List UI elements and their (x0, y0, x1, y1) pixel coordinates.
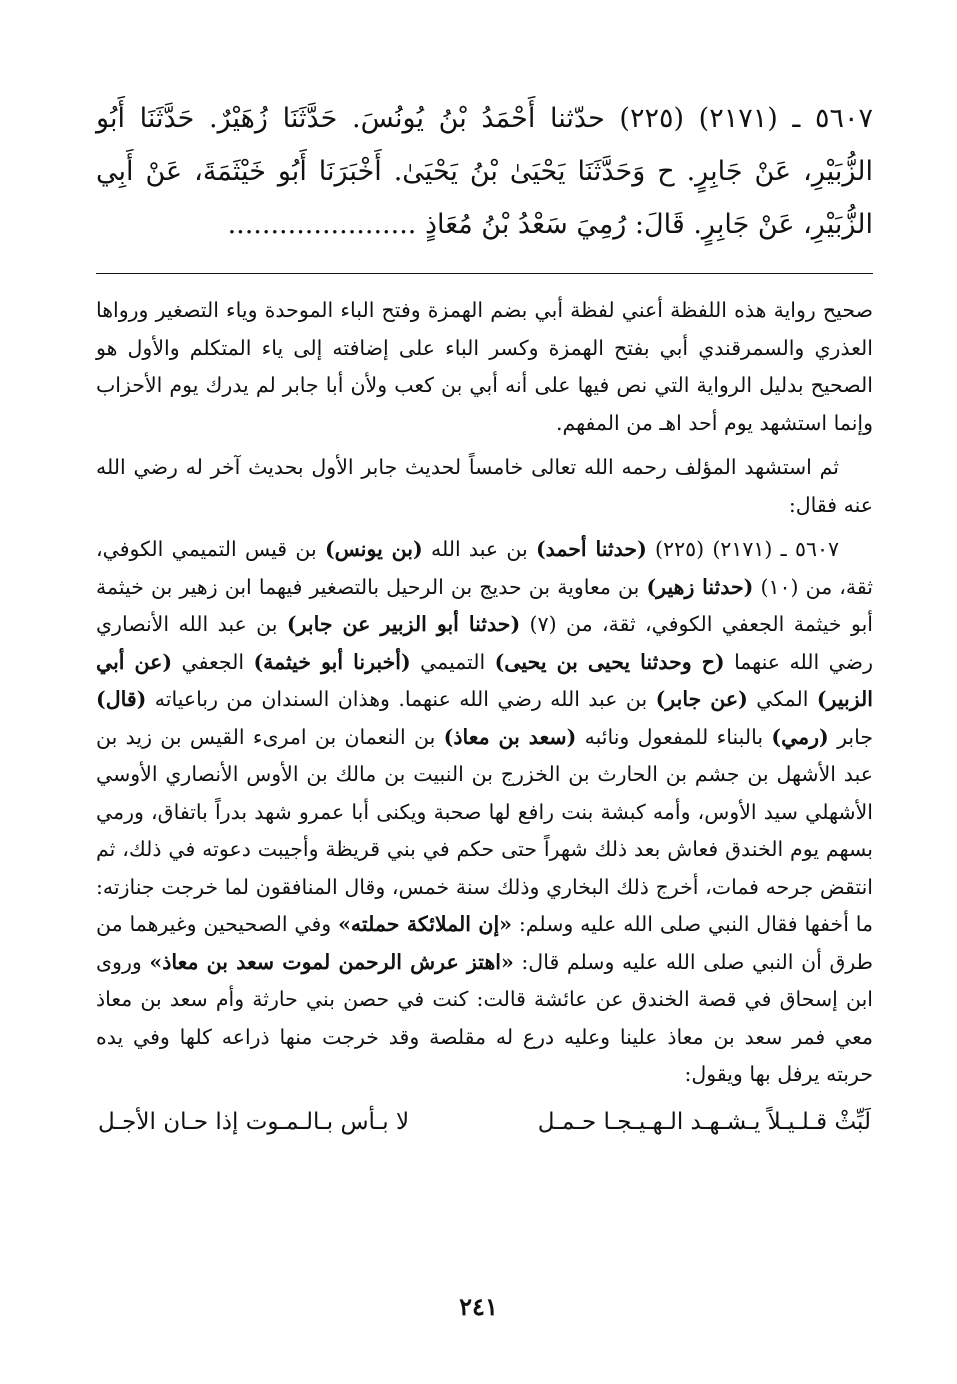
verse-first-hemistich: لَبِّثْ قـلـيـلاً يـشـهـد الـهـيـجـا حـمـل (537, 1108, 871, 1135)
text-segment: وفي الصحيحين وغيرهما من طرق أن النبي صلى الله عليه وسلم قال: (96, 912, 873, 974)
hadith-text: ٥٦٠٧ ـ (٢١٧١) (٢٢٥) حدّثنا أَحْمَدُ بْنُ يُونُسَ. حَدَّثَنَا زُهَيْرٌ. حَدَّثَنَا أَبُو الزُّبَيْرِ، عَنْ جَابِرٍ. ح وَحَدَّثَنَا يَحْيَىٰ بْنُ يَحْيَىٰ. أَخْبَرَنَا أَبُو خَيْثَمَةَ، عَنْ أَبِي الزُّبَيْرِ، عَنْ جَابِرٍ. قَالَ: رُمِيَ سَعْدُ بْنُ مُعَاذٍ ...................... (96, 103, 874, 240)
footnote-divider (96, 273, 873, 274)
quoted-chain-segment: (عن جابر) (655, 687, 748, 711)
text-segment: بن عبد الله الأنصاري رضي الله عنهما (96, 612, 873, 674)
quoted-chain-segment: (أخبرنا أبو خيثمة) (253, 649, 411, 674)
text-segment: جابر (828, 724, 874, 749)
text-segment: ٥٦٠٧ ـ (٢١٧١) (٢٢٥) (646, 537, 839, 561)
text-segment: بالبناء للمفعول ونائبه (576, 724, 772, 749)
quoted-hadith-segment: «إن الملائكة حملته» (338, 912, 512, 936)
commentary-paragraph-1: صحيح رواية هذه اللفظة أعني لفظة أبي بضم الهمزة وفتح الباء الموحدة وياء التصغير ورواها العذري والسمرقندي أبي بفتح الهمزة وكسر الباء على إضافته إلى ياء المتكلم والأول هو الصحيح بدليل الرواية التي نص فيها على أنه أبي بن كعب ولأن أبا جابر لم يدرك يوم الأحزاب وإنما استشهد يوم أحد اهـ من المفهم. (96, 298, 873, 435)
quoted-hadith-segment: «اهتز عرش الرحمن لموت سعد بن معاذ» (149, 949, 514, 974)
quoted-chain-segment: (قال) (96, 687, 147, 711)
quoted-chain-segment: (حدثنا زهير) (646, 574, 754, 599)
quoted-chain-segment: (بن يونس) (324, 537, 423, 561)
text-segment: وروى ابن إسحاق في قصة الخندق عن عائشة قالت: كنت في حصن بني حارثة وأم سعد بن معاذ معي فمر سعد بن معاذ علينا وعليه درع له مقلصة وقد خرجت منها ذراعه كلها وفي يده حربته يرفل بها ويقول: (96, 949, 873, 1086)
commentary-paragraph-3 (96, 531, 873, 1094)
text-segment: بن النعمان بن امرىء القيس بن زيد بن عبد الأشهل بن جشم بن الحارث بن الخزرج بن النبيت بن مالك بن الأوس الأنصاري الأوسي الأشهلي سيد الأوس، وأمه كبشة بنت رافع لها صحبة ويكنى أبا عمرو شهد بدراً باتفاق، ورمي بسهم يوم الخندق فعاش بعد ذلك شهراً حتى حكم في بني قريظة وأجيبت دعوته في ذلك، ثم انتقض جرحه فمات، أخرج ذلك البخاري وذلك سنة خمس، وقال المنافقون لما خرجت جنازته: ما أخفها فقال النبي صلى الله عليه وسلم: (96, 724, 874, 936)
quoted-chain-segment: (ح وحدثنا يحيى بن يحيى) (494, 649, 725, 674)
quoted-chain-segment: (حدثنا أبو الزبير عن جابر) (286, 612, 521, 636)
text-segment: التميمي (410, 649, 495, 674)
text-segment: بن عبد الله رضي الله عنهما. وهذان السندان من رباعياته (146, 687, 656, 711)
text-segment: بن معاوية بن حديج بن الرحيل بالتصغير فيهما ابن زهير بن خيثمة أبو خيثمة الجعفي الكوفي، ثقة، من (٧) (96, 574, 873, 636)
quoted-chain-segment: (سعد بن معاذ) (443, 724, 577, 749)
text-segment: بن قيس التميمي الكوفي، ثقة، من (١٠) (96, 537, 873, 599)
poetry-verse (96, 1102, 873, 1142)
commentary-paragraph-2: ثم استشهد المؤلف رحمه الله تعالى خامساً لحديث جابر الأول بحديث آخر له رضي الله عنه فقال: (96, 455, 873, 517)
page-body (96, 92, 873, 1142)
verse-second-hemistich: لا بـأس بـالـمـوت إذا حـان الأجـل (98, 1108, 410, 1135)
text-segment: المكي (747, 687, 817, 711)
page-number: ٢٤١ (459, 1292, 498, 1321)
commentary (96, 292, 873, 1142)
text-segment: الجعفي (172, 649, 254, 674)
quoted-chain-segment: (رمي) (771, 724, 829, 749)
text-segment: بن عبد الله (422, 537, 536, 561)
quoted-chain-segment: (حدثنا أحمد) (535, 537, 647, 561)
quoted-chain-segment: (عن أبي الزبير) (96, 649, 873, 711)
